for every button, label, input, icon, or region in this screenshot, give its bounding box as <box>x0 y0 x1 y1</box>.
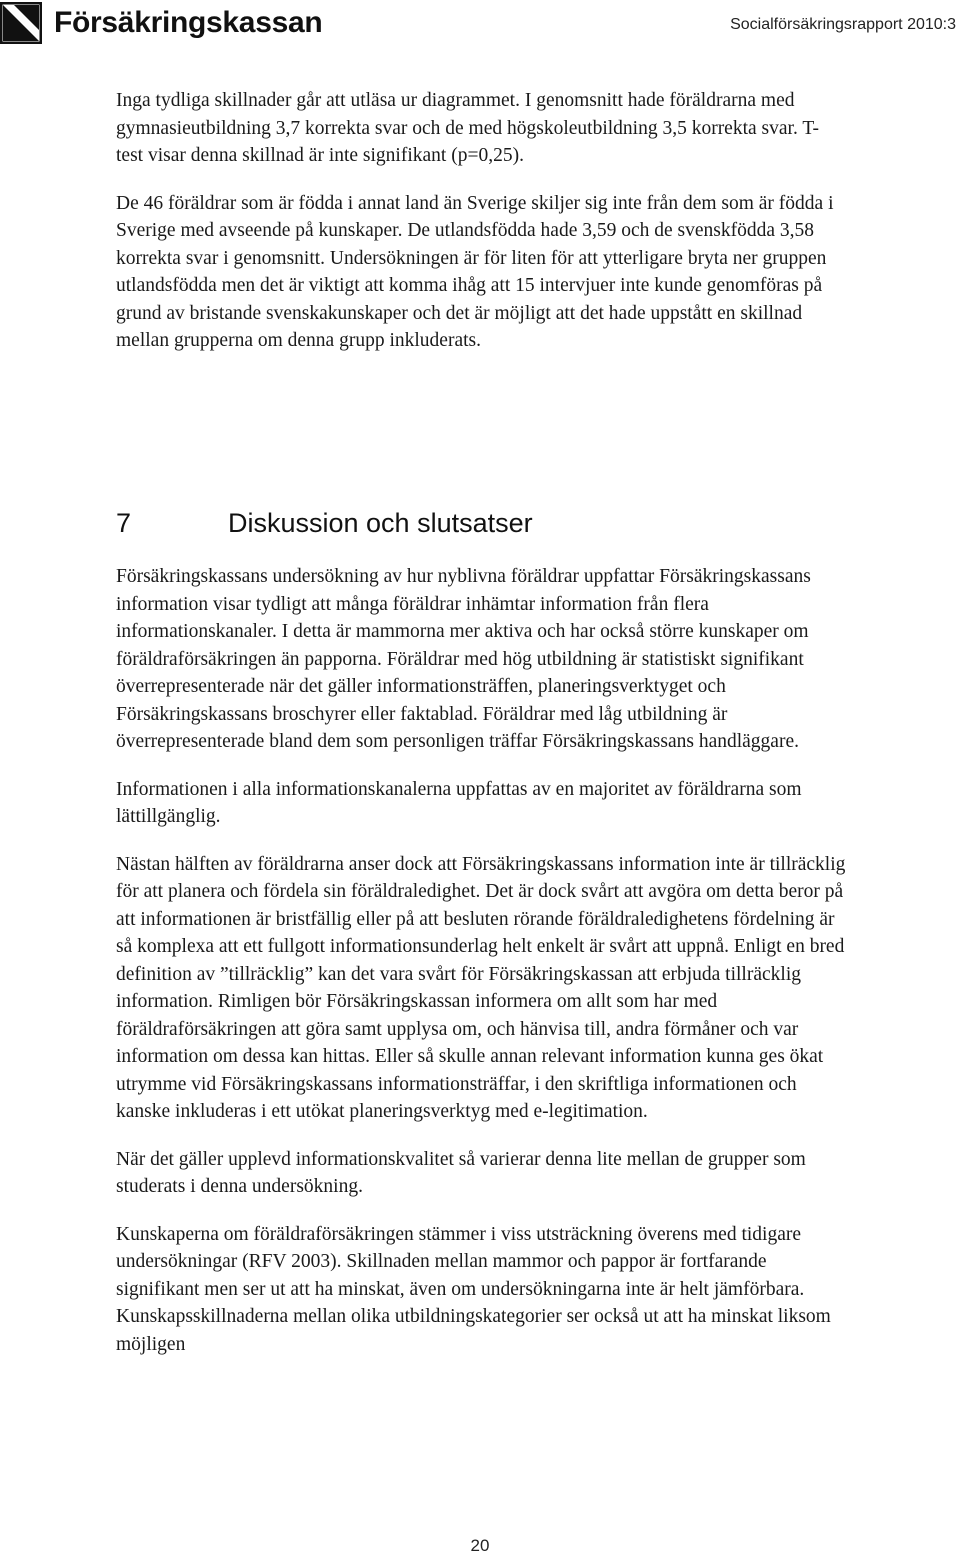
page-number: 20 <box>470 1536 490 1555</box>
paragraph: Kunskaperna om föräldraförsäkringen stämmer i viss utsträckning överens med tidigare undersökningar (RFV 2003). Skillnaden mellan mammor och pappor är fortfarande signifikant men ser ut att ha minskat, även om undersökningarna inte är helt jämförbara. Kunskapsskillnaderna mellan olika utbildningskategorier ser också ut att ha minskat liksom möjligen <box>116 1223 831 1355</box>
paragraph: Nästan hälften av föräldrarna anser dock att Försäkringskassans information inte är tillräcklig för att planera och fördela sin föräldraledighet. Det är dock svårt att avgöra om detta beror på att informationen är bristfällig eller på att besluten rörande föräldraledighetens fördelning är så komplexa att ett fullgott informationsunderlag helt enkelt är svårt att uppnå. Enligt en bred definition av ”tillräcklig” kan det vara svårt för Försäkringskassan att erbjuda tillräcklig information. Rimligen bör Försäkringskassan informera om allt som har med föräldraförsäkringen att göra samt upplysa om, och hänvisa till, andra förmåner och var information om dessa kan hittas. Eller så skulle annan relevant information kunna ges ökat utrymme vid Försäkringskassans informationsträffar, i den skriftliga informationen och kanske inkluderas i ett utökat planeringsverktyg med e-legitimation. <box>116 853 846 1122</box>
report-title: Socialförsäkringsrapport 2010:3 <box>730 16 956 33</box>
previous-section-text <box>116 87 846 355</box>
section-body <box>116 563 846 1358</box>
paragraph: Inga tydliga skillnader går att utläsa ur diagrammet. I genomsnitt hade föräldrarna med gymnasieutbildning 3,7 korrekta svar och de med högskoleutbildning 3,5 korrekta svar. T-test visar denna skillnad är inte signifikant (p=0,25). <box>116 90 819 166</box>
paragraph: Försäkringskassans undersökning av hur nyblivna föräldrar uppfattar Försäkringskassans information visar tydligt att många föräldrar inhämtar information från flera informationskanaler. I detta är mammorna mer aktiva och har också större kunskaper om föräldraförsäkringen än papporna. Föräldrar med hög utbildning är statistiskt signifikant överrepresenterade när det gäller informationsträffen, planeringsverktyget och Försäkringskassans broschyrer eller faktablad. Föräldrar med låg utbildning är överrepresenterade bland dem som personligen träffar Försäkringskassans handläggare. <box>116 566 811 752</box>
paragraph: När det gäller upplevd informationskvalitet så varierar denna lite mellan de grupper som studerats i denna undersökning. <box>116 1148 806 1197</box>
paragraph: Informationen i alla informationskanalerna uppfattas av en majoritet av föräldrarna som lättillgänglig. <box>116 778 802 827</box>
section-number: 7 <box>116 508 132 538</box>
brand-logo-icon <box>0 2 42 44</box>
page-header <box>0 0 960 50</box>
brand-logo <box>0 0 322 46</box>
paragraph: De 46 föräldrar som är födda i annat land än Sverige skiljer sig inte från dem som är födda i Sverige med avseende på kunskaper. De utlandsfödda hade 3,59 och de svenskfödda 3,58 korrekta svar i genomsnitt. Undersökningen är för liten för att ytterligare bryta ner gruppen utlandsfödda men det är viktigt att komma ihåg att 15 intervjuer inte kunde genomföras på grund av bristande svenskakunskaper och det är möjligt att det hade uppstått en skillnad mellan grupperna om denna grupp inkluderats. <box>116 192 834 351</box>
section-title: Diskussion och slutsatser <box>228 508 533 538</box>
brand-name: Försäkringskassan <box>54 6 323 39</box>
section-heading <box>116 508 533 539</box>
